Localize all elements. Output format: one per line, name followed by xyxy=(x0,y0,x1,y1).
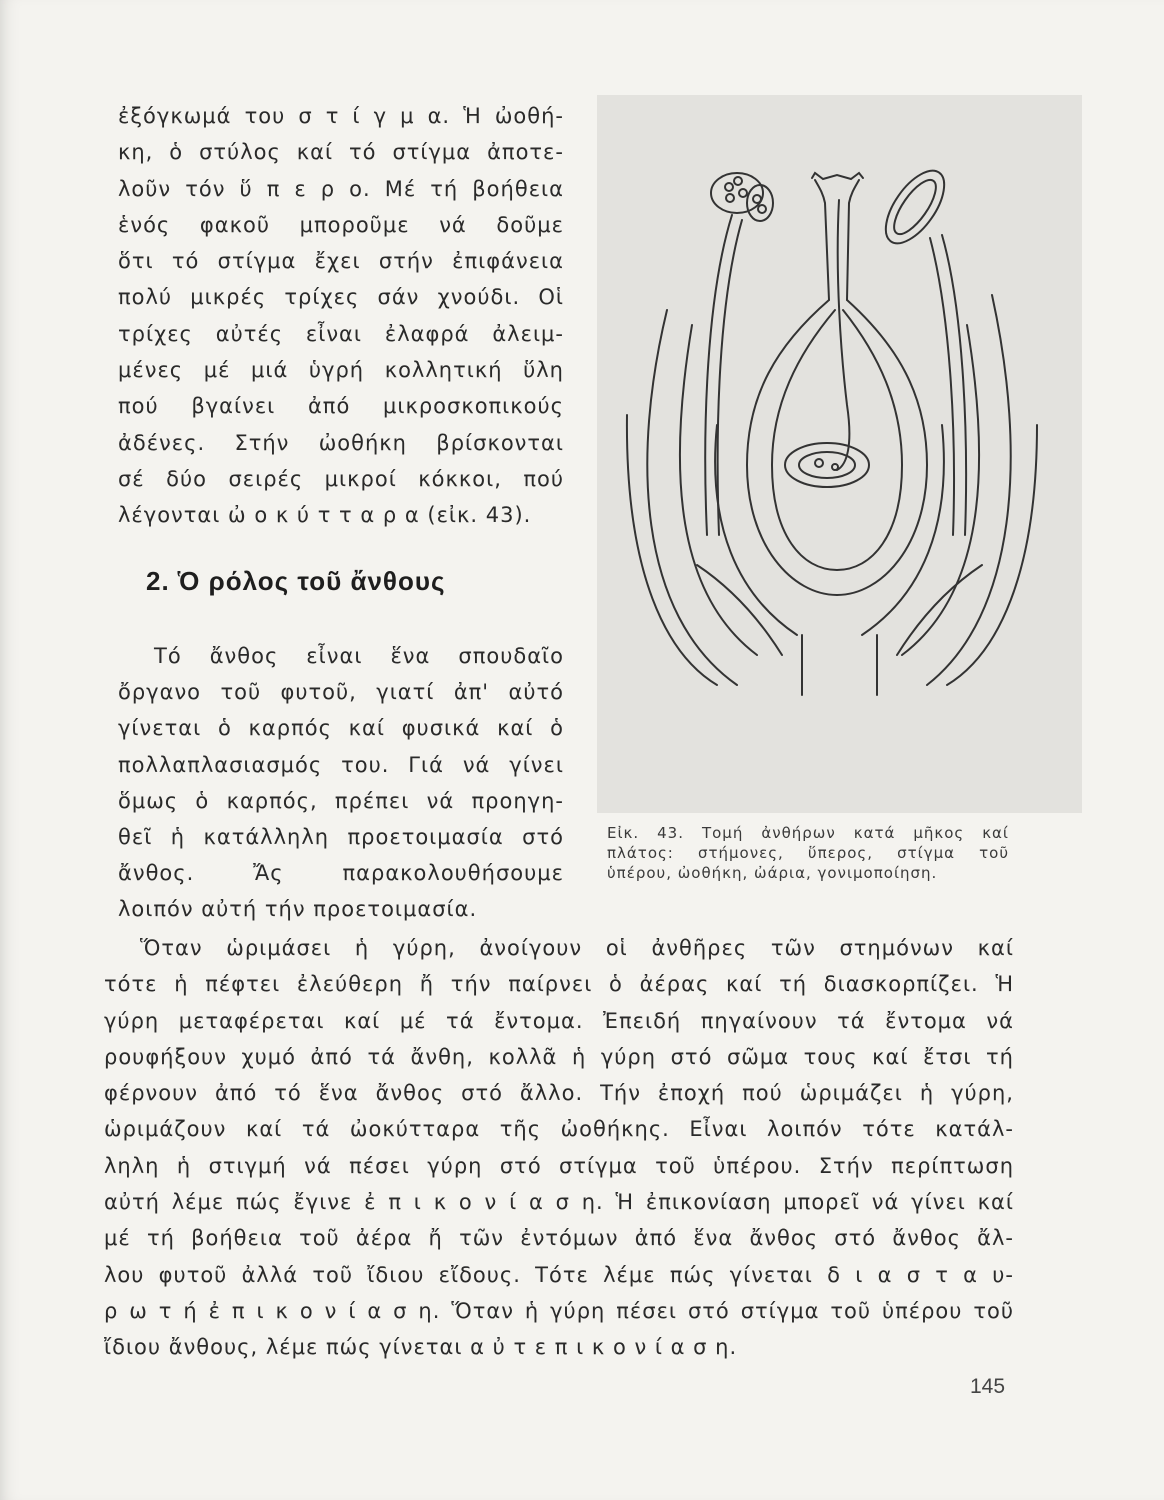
text-line: φέρνουν ἀπό τό ἕνα ἄνθος στό ἄλλο. Τήν ἐποχή πού ὡριμάζει ἡ γύρη, xyxy=(104,1081,1014,1106)
section-heading: 2. Ὁ ρόλος τοῦ ἄνθους xyxy=(146,566,446,596)
text-line: θεῖ ἡ κατάλληλη προετοιμασία στό xyxy=(118,825,564,850)
flower-section-figure xyxy=(597,95,1082,813)
text-line: αὐτή λέμε πώς ἔγινε ἐ π ι κ ο ν ί α σ η. Ἡ ἐπικονίαση μπορεῖ νά γίνει καί xyxy=(104,1190,1014,1215)
text-line: Ὅταν ὡριμάσει ἡ γύρη, ἀνοίγουν οἱ ἀνθῆρες τῶν στημόνων καί xyxy=(140,936,1014,960)
text-line: ἀδένες. Στήν ὠοθήκη βρίσκονται xyxy=(118,430,564,455)
text-line: τρίχες αὐτές εἶναι ἐλαφρά ἀλειμ- xyxy=(118,321,564,346)
text-line: ρ ω τ ή ἐ π ι κ ο ν ί α σ η. Ὅταν ἡ γύρη πέσει στό στίγμα τοῦ ὑπέρου τοῦ xyxy=(104,1298,1014,1323)
caption-line: ὑπέρου, ὠοθήκη, ὠάρια, γονιμοποίηση. xyxy=(607,864,938,882)
text-line: ἴδιου ἄνθους, λέμε πώς γίνεται α ὐ τ ε π ι κ ο ν ί α σ η. xyxy=(104,1335,738,1360)
text-line: γίνεται ὁ καρπός καί φυσικά καί ὁ xyxy=(118,716,564,741)
page-number: 145 xyxy=(970,1375,1006,1398)
text-line: λοιπόν αὐτή τήν προετοιμασία. xyxy=(118,897,478,922)
text-line: Τό ἄνθος εἶναι ἕνα σπουδαῖο xyxy=(154,644,564,668)
top-paragraph xyxy=(118,98,564,534)
text-line: λου φυτοῦ ἀλλά τοῦ ἴδιου εἴδους. Τότε λέμε πώς γίνεται δ ι α σ τ α υ- xyxy=(104,1262,1014,1287)
text-line: ὅμως ὁ καρπός, πρέπει νά προηγη- xyxy=(118,788,564,813)
text-line: ὡριμάζουν καί τά ὠοκύτταρα τῆς ὠοθήκης. Εἶναι λοιπόν τότε κατάλ- xyxy=(104,1117,1014,1142)
second-paragraph xyxy=(118,638,564,928)
text-line: κη, ὁ στύλος καί τό στίγμα ἀποτε- xyxy=(118,140,564,165)
text-line: λοῦν τόν ὕ π ε ρ ο. Μέ τή βοήθεια xyxy=(118,176,564,201)
text-line: ἑνός φακοῦ μποροῦμε νά δοῦμε xyxy=(118,212,564,237)
text-line: μένες μέ μιά ὑγρή κολλητική ὕλη xyxy=(118,358,564,383)
text-line: πού βγαίνει ἀπό μικροσκοπικούς xyxy=(118,394,564,419)
flower-diagram xyxy=(597,95,1082,813)
text-line: ληλη ἡ στιγμή νά πέσει γύρη στό στίγμα τοῦ ὑπέρου. Στήν περίπτωση xyxy=(104,1153,1014,1178)
text-line: ἐξόγκωμά του σ τ ί γ μ α. Ἡ ὠοθή- xyxy=(118,104,564,128)
text-line: ὅτι τό στίγμα ἔχει στήν ἐπιφάνεια xyxy=(118,249,564,274)
text-line: ἄνθος. Ἄς παρακολουθήσουμε xyxy=(118,861,564,886)
text-line: τότε ἡ πέφτει ἐλεύθερη ἤ τήν παίρνει ὁ ἀέρας καί τή διασκορπίζει. Ἡ xyxy=(104,972,1014,997)
bottom-paragraph xyxy=(104,930,1014,1366)
text-line: ρουφήξουν χυμό ἀπό τά ἄνθη, κολλᾶ ἡ γύρη στό σῶμα τους καί ἔτσι τή xyxy=(104,1044,1014,1069)
caption-line: πλάτος: στήμονες, ὕπερος, στίγμα τοῦ xyxy=(607,844,1009,862)
text-line: πολλαπλασιασμός του. Γιά νά γίνει xyxy=(118,752,564,777)
text-line: μέ τή βοήθεια τοῦ ἀέρα ἤ τῶν ἐντόμων ἀπό ἕνα ἄνθος στό ἄνθος ἄλ- xyxy=(104,1226,1014,1251)
text-line: λέγονται ὠ ο κ ύ τ τ α ρ α (εἰκ. 43). xyxy=(118,503,532,528)
text-line: πολύ μικρές τρίχες σάν χνούδι. Οἱ xyxy=(118,285,564,310)
text-line: ὄργανο τοῦ φυτοῦ, γιατί ἀπ' αὐτό xyxy=(118,680,564,705)
text-line: γύρη μεταφέρεται καί μέ τά ἔντομα. Ἐπειδή πηγαίνουν τά ἔντομα νά xyxy=(104,1008,1014,1033)
caption-line: Εἰκ. 43. Τομή ἀνθήρων κατά μῆκος καί xyxy=(607,824,1009,842)
figure-caption xyxy=(607,823,1009,883)
text-line: σέ δύο σειρές μικροί κόκκοι, πού xyxy=(118,466,564,491)
